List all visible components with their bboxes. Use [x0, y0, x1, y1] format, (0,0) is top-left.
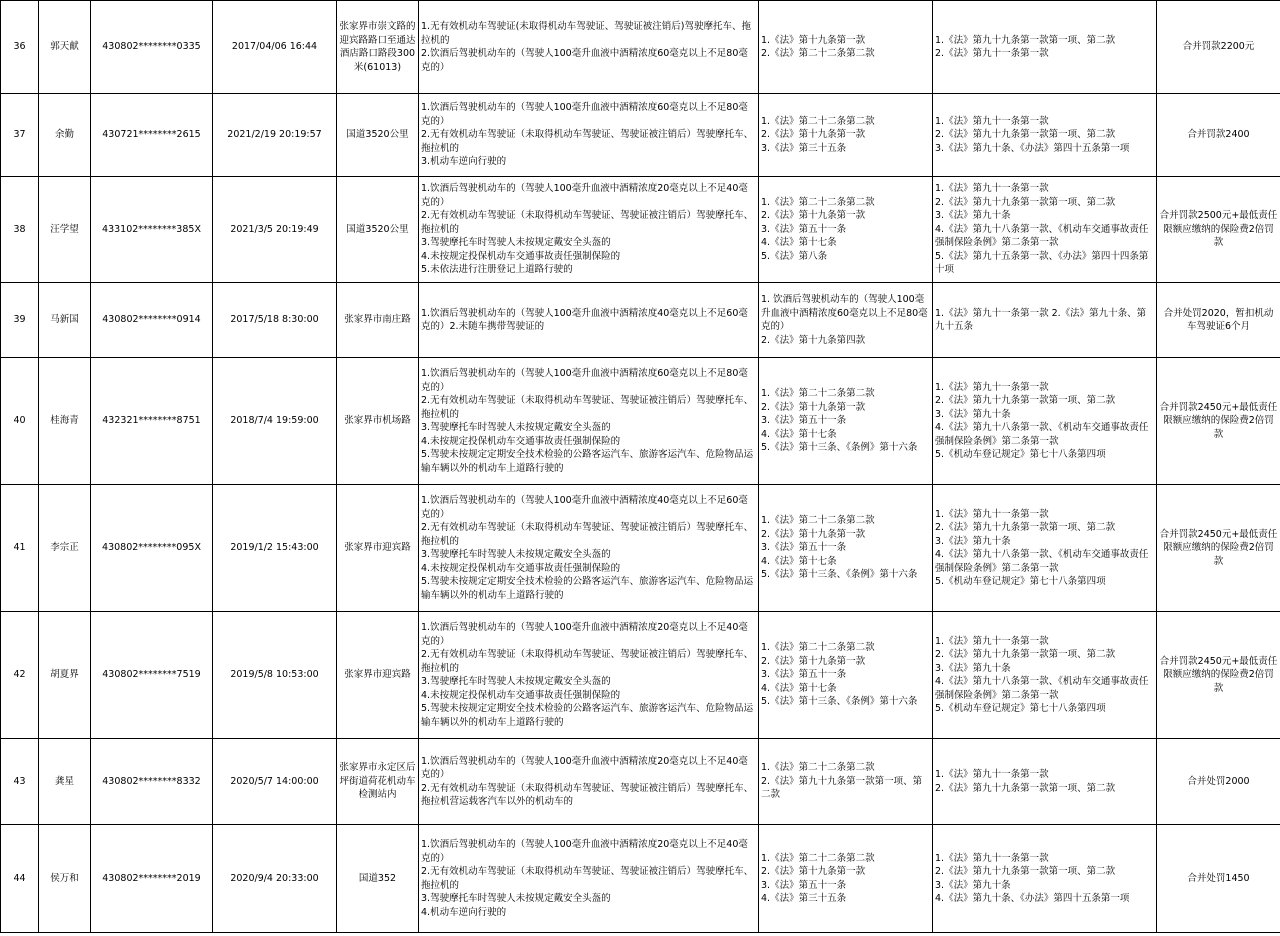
penalty-decision: 合并罚款2400 — [1157, 94, 1280, 177]
penalty-basis-item: 2.《法》第九十九条第一款第一项、第二款 — [935, 522, 1116, 533]
penalty-basis-item: 2.《法》第九十一条第一款 — [935, 48, 1049, 59]
law-violated-item: 2.《法》第二十二条第二款 — [761, 48, 875, 59]
violation-list-item: 3.驾驶摩托车时驾驶人未按规定戴安全头盔的 — [421, 237, 611, 249]
penalty-basis-item: 1.《法》第九十一条第一款 — [935, 183, 1049, 195]
law-violated-item: 5.《法》第十三条、《条例》第十六条 — [761, 442, 918, 454]
id-number: 430802********095X — [91, 485, 213, 612]
row-number: 41 — [1, 485, 39, 612]
row-number: 38 — [1, 177, 39, 283]
violation-place: 张家界市南庄路 — [337, 283, 419, 358]
violation-place: 张家界市机场路 — [337, 358, 419, 485]
person-name: 侯万和 — [39, 825, 91, 933]
penalty-basis-item: 3.《法》第九十条 — [935, 535, 1011, 547]
violation-time: 2019/5/8 10:53:00 — [213, 612, 337, 739]
row-number: 43 — [1, 739, 39, 825]
violation-list-item: 2.无有效机动车驾驶证（未取得机动车驾驶证、驾驶证被注销后）驾驶摩托车、拖拉机的 — [421, 395, 754, 420]
penalty-basis-item: 4.《法》第九十八条第一款、《机动车交通事故责任强制保险条例》第二条第一款 — [935, 549, 1149, 574]
violation-list — [419, 825, 759, 933]
penalty-basis-item: 4.《法》第九十八条第一款、《机动车交通事故责任强制保险条例》第二条第一款 — [935, 223, 1149, 249]
law-violated-item: 5.《法》第八条 — [761, 250, 828, 262]
law-violated-item: 4.《法》第十七条 — [761, 682, 837, 694]
table-row — [1, 358, 1280, 485]
penalty-basis-item: 1.《法》第九十九条第一款第一项、第二款 — [935, 34, 1116, 46]
violation-list — [419, 283, 759, 358]
penalty-basis-item: 1.《法》第九十一条第一款 — [935, 635, 1049, 647]
violation-list — [419, 94, 759, 177]
violation-time: 2019/1/2 15:43:00 — [213, 485, 337, 612]
violation-time: 2021/3/5 20:19:49 — [213, 177, 337, 283]
penalty-basis-item: 2.《法》第九十九条第一款第一项、第二款 — [935, 395, 1116, 406]
law-violated-item: 1.《法》第二十二条第二款 — [761, 196, 875, 208]
penalty-basis-item: 4.《法》第九十八条第一款、《机动车交通事故责任强制保险条例》第二条第一款 — [935, 676, 1149, 701]
law-violated-item: 2.《法》第十九条第一款 — [761, 866, 866, 877]
penalty-basis-item: 3.《法》第九十条 — [935, 662, 1011, 674]
penalty-basis — [933, 739, 1157, 825]
violation-list-item: 4.未按规定投保机动车交通事故责任强制保险的 — [421, 689, 621, 701]
violation-list-item: 4.未按规定投保机动车交通事故责任强制保险的 — [421, 435, 621, 447]
table-row — [1, 825, 1280, 933]
violation-list-item: 2.无有效机动车驾驶证（未取得机动车驾驶证、驾驶证被注销后）驾驶摩托车、拖拉机的 — [421, 866, 754, 891]
penalty-decision: 合并罚款2450元+最低责任限额应缴纳的保险费2倍罚款 — [1157, 612, 1280, 739]
violation-place: 国道3520公里 — [337, 177, 419, 283]
violation-list-item: 1.饮酒后驾驶机动车的（驾驶人100毫升血液中酒精浓度60毫克以上不足80毫克的） — [421, 102, 748, 127]
penalty-basis — [933, 94, 1157, 177]
law-violated-item: 3.《法》第五十一条 — [761, 542, 847, 554]
law-violated-item: 2.《法》第十九条第一款 — [761, 129, 866, 141]
violation-list-item: 5.驾驶未按规定定期安全技术检验的公路客运汽车、旅游客运汽车、危险物品运输车辆以外的机动车上道路行驶的 — [421, 449, 754, 474]
violation-time: 2017/5/18 8:30:00 — [213, 283, 337, 358]
penalty-decision: 合并罚款2500元+最低责任限额应缴纳的保险费2倍罚款 — [1157, 177, 1280, 283]
violation-list — [419, 485, 759, 612]
id-number: 432321********8751 — [91, 358, 213, 485]
penalty-basis-item: 2.《法》第九十九条第一款第一项、第二款 — [935, 782, 1116, 794]
violation-time: 2017/04/06 16:44 — [213, 1, 337, 94]
violation-list-item: 1.饮酒后驾驶机动车的（驾驶人100毫升血液中酒精浓度20毫克以上不足40毫克的） — [421, 755, 748, 780]
law-violated-item: 4.《法》第十七条 — [761, 428, 837, 440]
table-row — [1, 612, 1280, 739]
penalty-basis-item: 1.《法》第九十一条第一款 — [935, 769, 1049, 780]
id-number: 430802********2019 — [91, 825, 213, 933]
law-violated-item: 3.《法》第五十一条 — [761, 415, 847, 427]
violation-place: 张家界市崇文路的迎宾路路口至通达酒店路口路段300米(61013) — [337, 1, 419, 94]
id-number: 433102********385X — [91, 177, 213, 283]
law-violated-item: 1.《法》第二十二条第二款 — [761, 762, 875, 774]
penalty-basis — [933, 612, 1157, 739]
penalty-basis-item: 3.《法》第九十条 — [935, 210, 1011, 222]
violation-list-item: 2.无有效机动车驾驶证（未取得机动车驾驶证、驾驶证被注销后）驾驶摩托车、拖拉机的 — [421, 129, 754, 154]
table-row — [1, 485, 1280, 612]
violation-time: 2021/2/19 20:19:57 — [213, 94, 337, 177]
person-name: 汪学望 — [39, 177, 91, 283]
row-number: 37 — [1, 94, 39, 177]
law-violated-item: 1. 饮酒后驾驶机动车的（驾驶人100毫升血液中酒精浓度60毫克以上不足80毫克的） — [761, 294, 928, 332]
law-violated — [759, 94, 933, 177]
row-number: 36 — [1, 1, 39, 94]
violation-list-item: 3.驾驶摩托车时驾驶人未按规定戴安全头盔的 — [421, 893, 611, 904]
law-violated — [759, 739, 933, 825]
law-violated-item: 2.《法》第十九条第一款 — [761, 655, 866, 667]
table-row — [1, 94, 1280, 177]
law-violated-item: 1.《法》第二十二条第二款 — [761, 115, 875, 127]
table-row — [1, 177, 1280, 283]
law-violated — [759, 612, 933, 739]
id-number: 430802********8332 — [91, 739, 213, 825]
row-number: 44 — [1, 825, 39, 933]
row-number: 40 — [1, 358, 39, 485]
law-violated-item: 2.《法》第十九条第一款 — [761, 210, 866, 222]
violation-list-item: 2.无有效机动车驾驶证（未取得机动车驾驶证、驾驶证被注销后）驾驶摩托车、拖拉机营运载客汽车以外的机动车的 — [421, 782, 754, 807]
violation-list-item: 5.未依法进行注册登记上道路行驶的 — [421, 264, 573, 276]
law-violated-item: 5.《法》第十三条、《条例》第十六条 — [761, 696, 918, 708]
violation-list-item: 2.无有效机动车驾驶证（未取得机动车驾驶证、驾驶证被注销后）驾驶摩托车、拖拉机的 — [421, 522, 754, 547]
law-violated — [759, 177, 933, 283]
law-violated-item: 4.《法》第十七条 — [761, 555, 837, 567]
penalty-basis — [933, 358, 1157, 485]
law-violated — [759, 485, 933, 612]
penalty-basis-item: 1.《法》第九十一条第一款 — [935, 115, 1049, 127]
violation-list-item: 1.饮酒后驾驶机动车的（驾驶人100毫升血液中酒精浓度20毫克以上不足40毫克的） — [421, 839, 748, 864]
law-violated-item: 3.《法》第五十一条 — [761, 669, 847, 681]
penalty-decision: 合并处罚2020，暂扣机动车驾驶证6个月 — [1157, 283, 1280, 358]
violation-place: 张家界市永定区后坪街道荷花机动车检测站内 — [337, 739, 419, 825]
violation-list — [419, 612, 759, 739]
violation-list-item: 1.无有效机动车驾驶证(未取得机动车驾驶证、驾驶证被注销后)驾驶摩托车、拖拉机的 — [421, 21, 751, 46]
violation-list-item: 4.机动车逆向行驶的 — [421, 906, 507, 918]
id-number: 430802********0335 — [91, 1, 213, 94]
law-violated-item: 2.《法》第十九条第四款 — [761, 334, 866, 346]
violation-list — [419, 177, 759, 283]
law-violated-item: 3.《法》第五十一条 — [761, 879, 847, 891]
penalty-basis-item: 2.《法》第九十九条第一款第一项、第二款 — [935, 129, 1116, 141]
violation-time: 2020/5/7 14:00:00 — [213, 739, 337, 825]
penalty-basis-item: 4.《法》第九十条、《办法》第四十五条第一项 — [935, 893, 1130, 904]
penalty-basis-item: 1.《法》第九十一条第一款 — [935, 852, 1049, 864]
violation-list-item: 2.无有效机动车驾驶证（未取得机动车驾驶证、驾驶证被注销后）驾驶摩托车、拖拉机的 — [421, 210, 754, 235]
violation-list-item: 1.饮酒后驾驶机动车的（驾驶人100毫升血液中酒精浓度60毫克以上不足80毫克的） — [421, 368, 748, 393]
violation-list-item: 1.饮酒后驾驶机动车的（驾驶人100毫升血液中酒精浓度40毫克以上不足60毫克的） — [421, 495, 748, 520]
violation-list-item: 3.驾驶摩托车时驾驶人未按规定戴安全头盔的 — [421, 549, 611, 560]
penalty-basis — [933, 1, 1157, 94]
penalty-basis — [933, 283, 1157, 358]
row-number: 39 — [1, 283, 39, 358]
penalty-basis — [933, 485, 1157, 612]
id-number: 430802********0914 — [91, 283, 213, 358]
law-violated — [759, 1, 933, 94]
penalty-decision: 合并处罚2000 — [1157, 739, 1280, 825]
penalty-decision: 合并处罚1450 — [1157, 825, 1280, 933]
penalty-basis-item: 5.《机动车登记规定》第七十八条第四项 — [935, 449, 1106, 460]
violation-list-item: 2.饮酒后驾驶机动车的（驾驶人100毫升血液中酒精浓度60毫克以上不足80毫克的） — [421, 48, 748, 73]
law-violated-item: 1.《法》第十九条第一款 — [761, 34, 866, 46]
table-row — [1, 283, 1280, 358]
violation-place: 国道352 — [337, 825, 419, 933]
violation-place: 张家界市迎宾路 — [337, 485, 419, 612]
penalty-basis-item: 2.《法》第九十九条第一款第一项、第二款 — [935, 196, 1116, 208]
violation-list-item: 4.未按规定投保机动车交通事故责任强制保险的 — [421, 562, 621, 574]
violation-list-item: 3.驾驶摩托车时驾驶人未按规定戴安全头盔的 — [421, 676, 611, 687]
penalty-decision: 合并罚款2450元+最低责任限额应缴纳的保险费2倍罚款 — [1157, 358, 1280, 485]
penalty-basis-item: 1.《法》第九十一条第一款 — [935, 508, 1049, 520]
person-name: 余勤 — [39, 94, 91, 177]
penalty-decision: 合并罚款2450元+最低责任限额应缴纳的保险费2倍罚款 — [1157, 485, 1280, 612]
id-number: 430721********2615 — [91, 94, 213, 177]
penalty-basis-item: 5.《法》第九十五条第一款、《办法》第四十四条第十项 — [935, 250, 1149, 276]
law-violated — [759, 283, 933, 358]
law-violated-item: 4.《法》第三十五条 — [761, 893, 847, 904]
violation-list — [419, 358, 759, 485]
law-violated-item: 2.《法》第十九条第一款 — [761, 401, 866, 413]
person-name: 胡夏界 — [39, 612, 91, 739]
person-name: 郭天献 — [39, 1, 91, 94]
penalty-basis-item: 5.《机动车登记规定》第七十八条第四项 — [935, 576, 1106, 587]
violation-list-item: 5.驾驶未按规定定期安全技术检验的公路客运汽车、旅游客运汽车、危险物品运输车辆以外的机动车上道路行驶的 — [421, 576, 754, 601]
violation-list-item: 5.驾驶未按规定定期安全技术检验的公路客运汽车、旅游客运汽车、危险物品运输车辆以外的机动车上道路行驶的 — [421, 703, 754, 728]
violation-time: 2018/7/4 19:59:00 — [213, 358, 337, 485]
penalty-basis-item: 4.《法》第九十八条第一款、《机动车交通事故责任强制保险条例》第二条第一款 — [935, 422, 1149, 447]
violation-list — [419, 739, 759, 825]
law-violated-item: 1.《法》第二十二条第二款 — [761, 852, 875, 864]
row-number: 42 — [1, 612, 39, 739]
violation-place: 国道3520公里 — [337, 94, 419, 177]
violation-time: 2020/9/4 20:33:00 — [213, 825, 337, 933]
violation-list-item: 2.无有效机动车驾驶证（未取得机动车驾驶证、驾驶证被注销后）驾驶摩托车、拖拉机的 — [421, 649, 754, 674]
penalty-basis — [933, 177, 1157, 283]
table-row — [1, 739, 1280, 825]
violation-list-item: 1.饮酒后驾驶机动车的（驾驶人100毫升血液中酒精浓度20毫克以上不足40毫克的） — [421, 183, 748, 208]
penalty-basis-item: 3.《法》第九十条 — [935, 408, 1011, 420]
person-name: 李宗正 — [39, 485, 91, 612]
law-violated-item: 1.《法》第二十二条第二款 — [761, 642, 875, 654]
penalty-basis — [933, 825, 1157, 933]
law-violated-item: 2.《法》第十九条第一款 — [761, 528, 866, 540]
law-violated-item: 1.《法》第二十二条第二款 — [761, 515, 875, 527]
violation-place: 张家界市迎宾路 — [337, 612, 419, 739]
law-violated-item: 3.《法》第三十五条 — [761, 142, 847, 154]
penalty-basis-item: 5.《机动车登记规定》第七十八条第四项 — [935, 703, 1106, 714]
table-row — [1, 1, 1280, 94]
penalty-decision: 合并罚款2200元 — [1157, 1, 1280, 94]
person-name: 桂海青 — [39, 358, 91, 485]
violation-list — [419, 1, 759, 94]
law-violated-item: 2.《法》第九十九条第一款第一项、第二款 — [761, 775, 923, 801]
penalty-basis-item: 2.《法》第九十九条第一款第一项、第二款 — [935, 866, 1116, 877]
law-violated-item: 5.《法》第十三条、《条例》第十六条 — [761, 569, 918, 581]
law-violated-item: 3.《法》第五十一条 — [761, 223, 847, 235]
law-violated-item: 4.《法》第十七条 — [761, 237, 837, 249]
violation-list-item: 1.饮酒后驾驶机动车的（驾驶人100毫升血液中酒精浓度20毫克以上不足40毫克的） — [421, 622, 748, 647]
violation-list-item: 4.未按规定投保机动车交通事故责任强制保险的 — [421, 250, 621, 262]
law-violated — [759, 358, 933, 485]
penalty-basis-item: 3.《法》第九十条、《办法》第四十五条第一项 — [935, 142, 1130, 154]
penalty-basis-item: 1.《法》第九十一条第一款 2.《法》第九十条、第九十五条 — [935, 307, 1147, 332]
law-violated — [759, 825, 933, 933]
penalty-basis-item: 1.《法》第九十一条第一款 — [935, 381, 1049, 393]
violation-list-item: 1.饮酒后驾驶机动车的（驾驶人100毫升血液中酒精浓度40毫克以上不足60毫克的）2.未随车携带驾驶证的 — [421, 307, 748, 332]
violation-list-item: 3.驾驶摩托车时驾驶人未按规定戴安全头盔的 — [421, 422, 611, 433]
penalty-basis-item: 2.《法》第九十九条第一款第一项、第二款 — [935, 649, 1116, 660]
person-name: 龚星 — [39, 739, 91, 825]
id-number: 430802********7519 — [91, 612, 213, 739]
person-name: 马新国 — [39, 283, 91, 358]
law-violated-item: 1.《法》第二十二条第二款 — [761, 388, 875, 400]
violation-list-item: 3.机动车逆向行驶的 — [421, 156, 507, 168]
penalty-basis-item: 3.《法》第九十条 — [935, 879, 1011, 891]
